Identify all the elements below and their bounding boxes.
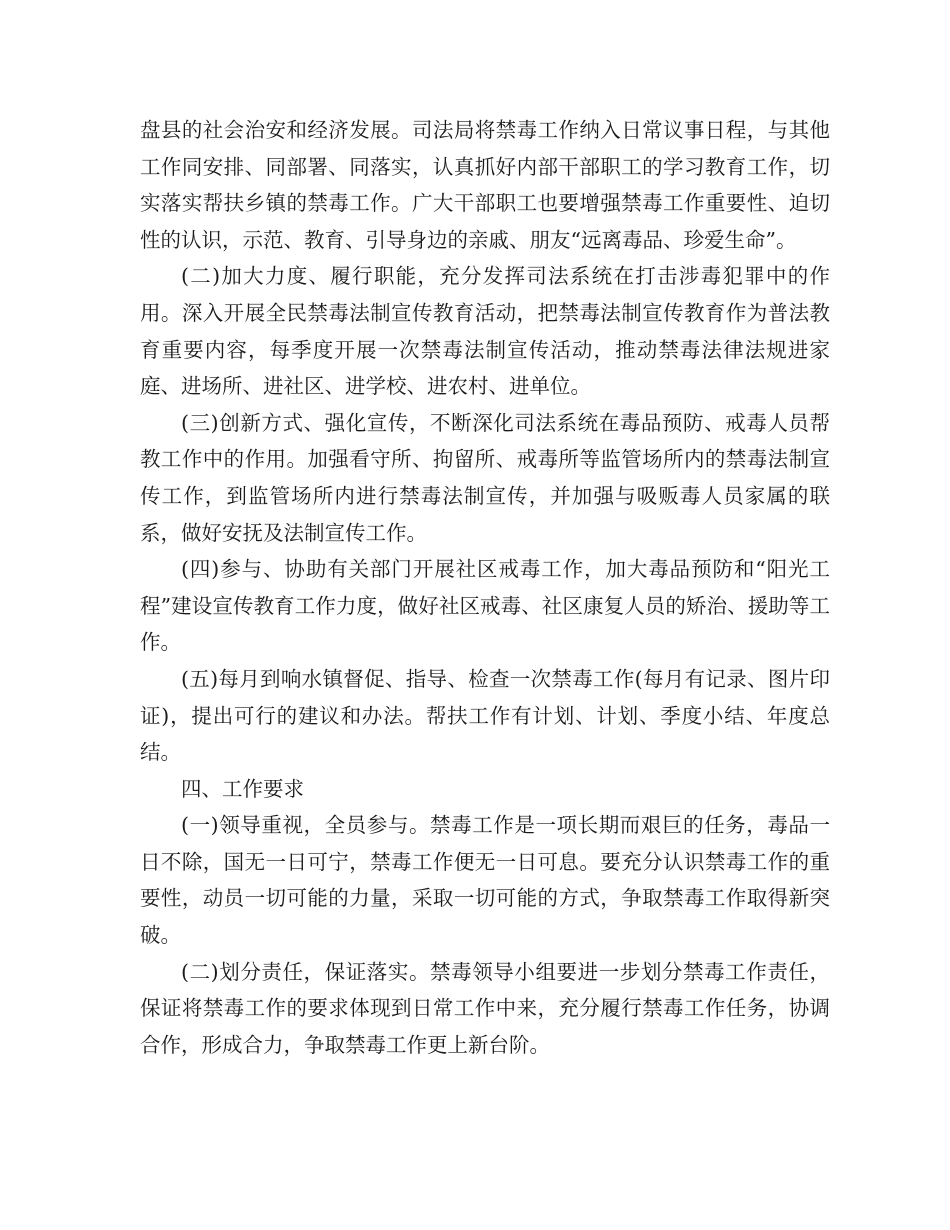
paragraph-item-4: (四)参与、协助有关部门开展社区戒毒工作，加大毒品预防和“阳光工程”建设宣传教育工作力度，做好社区戒毒、社区康复人员的矫治、援助等工作。 xyxy=(140,557,830,655)
paragraph-requirement-1: (一)领导重视，全员参与。禁毒工作是一项长期而艰巨的任务，毒品一日不除，国无一日可宁，禁毒工作便无一日可息。要充分认识禁毒工作的重要性，动员一切可能的力量，采取一切可能的方式，争取禁毒工作取得新突破。 xyxy=(140,813,830,948)
paragraph-item-5: (五)每月到响水镇督促、指导、检查一次禁毒工作(每月有记录、图片印证)，提出可行的建议和办法。帮扶工作有计划、计划、季度小结、年度总结。 xyxy=(140,666,830,765)
paragraph-continuation: 盘县的社会治安和经济发展。司法局将禁毒工作纳入日常议事日程，与其他工作同安排、同部署、同落实，认真抓好内部干部职工的学习教育工作，切实落实帮扶乡镇的禁毒工作。广大干部职工也要增强禁毒工作重要性、迫切性的认识，示范、教育、引导身边的亲戚、朋友“远离毒品、珍爱生命”。 xyxy=(140,118,830,252)
paragraph-item-3: (三)创新方式、强化宣传，不断深化司法系统在毒品预防、戒毒人员帮教工作中的作用。加强看守所、拘留所、戒毒所等监管场所内的禁毒法制宣传工作，到监管场所内进行禁毒法制宣传，并加强与吸贩毒人员家属的联系，做好安抚及法制宣传工作。 xyxy=(140,410,830,545)
section-heading-work-requirements: 四、工作要求 xyxy=(181,776,304,801)
paragraph-requirement-2: (二)划分责任，保证落实。禁毒领导小组要进一步划分禁毒工作责任，保证将禁毒工作的要求体现到日常工作中来，充分履行禁毒工作任务，协调合作，形成合力，争取禁毒工作更上新台阶。 xyxy=(140,959,830,1057)
paragraph-item-2: (二)加大力度、履行职能，充分发挥司法系统在打击涉毒犯罪中的作用。深入开展全民禁毒法制宣传教育活动，把禁毒法制宣传教育作为普法教育重要内容，每季度开展一次禁毒法制宣传活动，推动禁毒法律法规进家庭、进场所、进社区、进学校、进农村、进单位。 xyxy=(140,264,830,399)
document-page xyxy=(140,112,830,1063)
